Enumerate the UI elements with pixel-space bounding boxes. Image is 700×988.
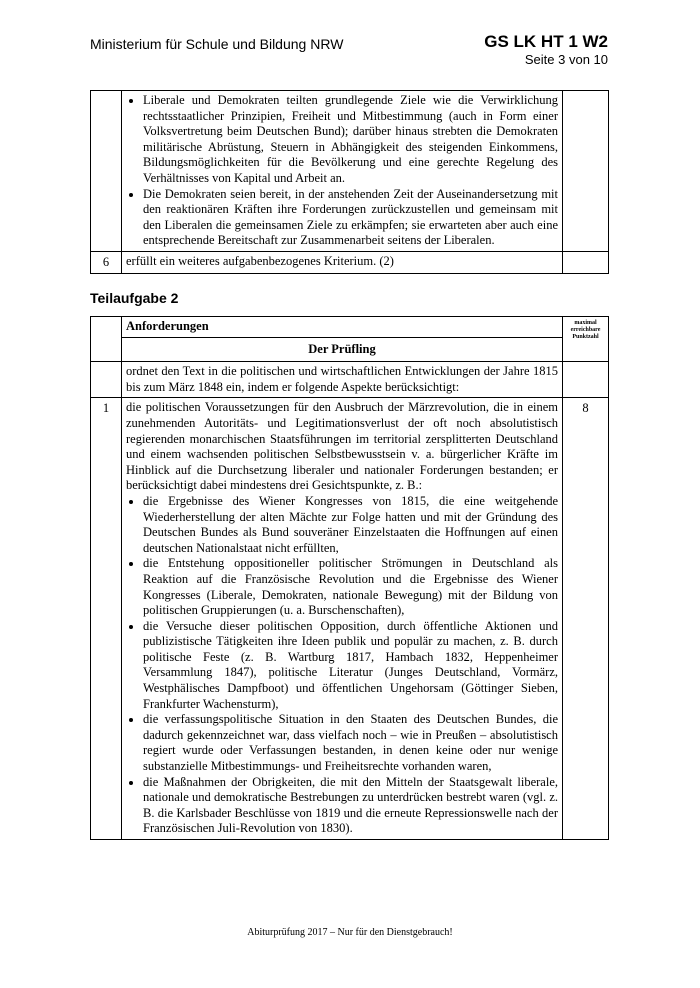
- table-header-row: [91, 317, 609, 338]
- exam-code: GS LK HT 1 W2: [484, 32, 608, 51]
- row-number-cell: [91, 91, 122, 252]
- criteria-cell: [122, 398, 563, 840]
- ministry-name: Ministerium für Schule und Bildung NRW: [90, 36, 344, 52]
- row-number: 1: [91, 398, 122, 840]
- points-cell: [563, 362, 609, 398]
- table-row: [91, 398, 609, 840]
- max-points-header: maximal erreichbare Punktzahl: [563, 317, 609, 362]
- list-item: • die Maßnahmen der Obrigkeiten, die mit den Mitteln der Staatsgewalt liberale, nationale und demokratische Bestrebungen zu unterdrücken bestrebt waren (vgl. z. B. die Karlsbader Beschlüsse von 1819 und die erneute Repressionswelle nach der Französischen Juli-Revolution von 1830).: [143, 775, 558, 837]
- row-number-cell: [91, 362, 122, 398]
- section-title: Teilaufgabe 2: [90, 290, 179, 306]
- page-number: Seite 3 von 10: [524, 52, 608, 67]
- criteria-table-part2: [90, 316, 609, 840]
- points-value: 8: [563, 398, 609, 840]
- points-cell: [563, 251, 609, 273]
- footer-note: Abiturprüfung 2017 – Nur für den Dienstgebrauch!: [247, 927, 453, 938]
- criteria-table-continued: [90, 90, 609, 274]
- row-number: 6: [91, 251, 122, 273]
- table-row: [91, 91, 609, 252]
- row-number-header: [91, 317, 122, 362]
- table-row: [91, 362, 609, 398]
- criteria-cell: [122, 91, 563, 252]
- bullet-list: [126, 494, 558, 837]
- list-item: • Liberale und Demokraten teilten grundlegende Ziele wie die Verwirklichung rechtsstaatlicher Prinzipien, Freiheit und Mitbestimmung (auch in Form einer Volksvertretung beim Deutschen Bund); darüber hinaus strebten die Demokraten militärische Abrüstung, Steuern in Abhängigkeit des steigenden Einkommens, Bildungsmöglichkeiten für die Bevölkerung und eine gerechte Regelung des Verhältnisses von Kapital und Arbeit an.: [143, 93, 558, 187]
- requirements-header: Anforderungen: [122, 317, 563, 338]
- criteria-text: die politischen Voraussetzungen für den Ausbruch der Märzrevolution, die in einem zunehmenden Autoritäts- und Legitimationsverlust der oft noch absolutistisch regierenden monarchischen Staatsführungen im territorial zersplitterten Deutschland und einem wachsenden politischen Selbstbewusstsein v. a. bürgerlicher Kräfte im Hinblick auf die Durchsetzung liberaler und nationaler Forderungen bestanden; er berücksichtigt dabei mindestens drei Gesichtspunkte, z. B.:: [126, 400, 558, 493]
- intro-cell: ordnet den Text in die politischen und wirtschaftlichen Entwicklungen der Jahre 1815 bis zum März 1848 ein, indem er folgende Aspekte berücksichtigt:: [122, 362, 563, 398]
- document-header-right: [484, 32, 608, 68]
- list-item: • Die Demokraten seien bereit, in der anstehenden Zeit der Auseinandersetzung mit den reaktionären Kräften ihre Forderungen zurückzustellen und gemeinsam mit den Liberalen die gemeinsamen Ziele zu erkämpfen; sie erwarteten aber auch eine entsprechende Bereitschaft zur Zusammenarbeit seitens der Liberalen.: [143, 187, 558, 249]
- table-header-row: [91, 337, 609, 362]
- list-item: • die Entstehung oppositioneller politischer Strömungen in Deutschland als Reaktion auf die Französische Revolution und die Ergebnisse des Wiener Kongresses (Liberale, Demokraten, nationale Bewegung) mit der Bildung von politischen Gruppierungen (u. a. Burschenschaften),: [143, 556, 558, 618]
- list-item: • die verfassungspolitische Situation in den Staaten des Deutschen Bundes, die dadurch gekennzeichnet war, dass vielfach noch – wie in Preußen – absolutistisch regiert wurde oder Verfassungen bestanden, in denen keine oder nur wenige substanzielle Mitbestimmungs- und Freiheitsrechte vorhanden waren,: [143, 712, 558, 774]
- bullet-list: [126, 93, 558, 249]
- table-row: [91, 251, 609, 273]
- points-cell: [563, 91, 609, 252]
- criteria-cell: erfüllt ein weiteres aufgabenbezogenes Kriterium. (2): [122, 251, 563, 273]
- list-item: • die Ergebnisse des Wiener Kongresses von 1815, die eine weitgehende Wiederherstellung der alten Mächte zur Folge hatten und mit der Gründung des Deutschen Bundes als Bund souveräner Einzelstaaten die Hoffnungen auf einen deutschen Nationalstaat nicht erfüllten,: [143, 494, 558, 556]
- examinee-header: Der Prüfling: [122, 337, 563, 362]
- list-item: • die Versuche dieser politischen Opposition, durch öffentliche Aktionen und publizistische Tätigkeiten ihre Ideen publik und populär zu machen, z. B. durch politische Feste (z. B. Wartburg 1817, Hambach 1832, Heppenheimer Versammlung 1847), politische Literatur (Junges Deutschland, Vormärz, Westphälisches Dampfboot) und öffentlichen Ungehorsam (Göttinger Sieben, Frankfurter Wachensturm),: [143, 619, 558, 713]
